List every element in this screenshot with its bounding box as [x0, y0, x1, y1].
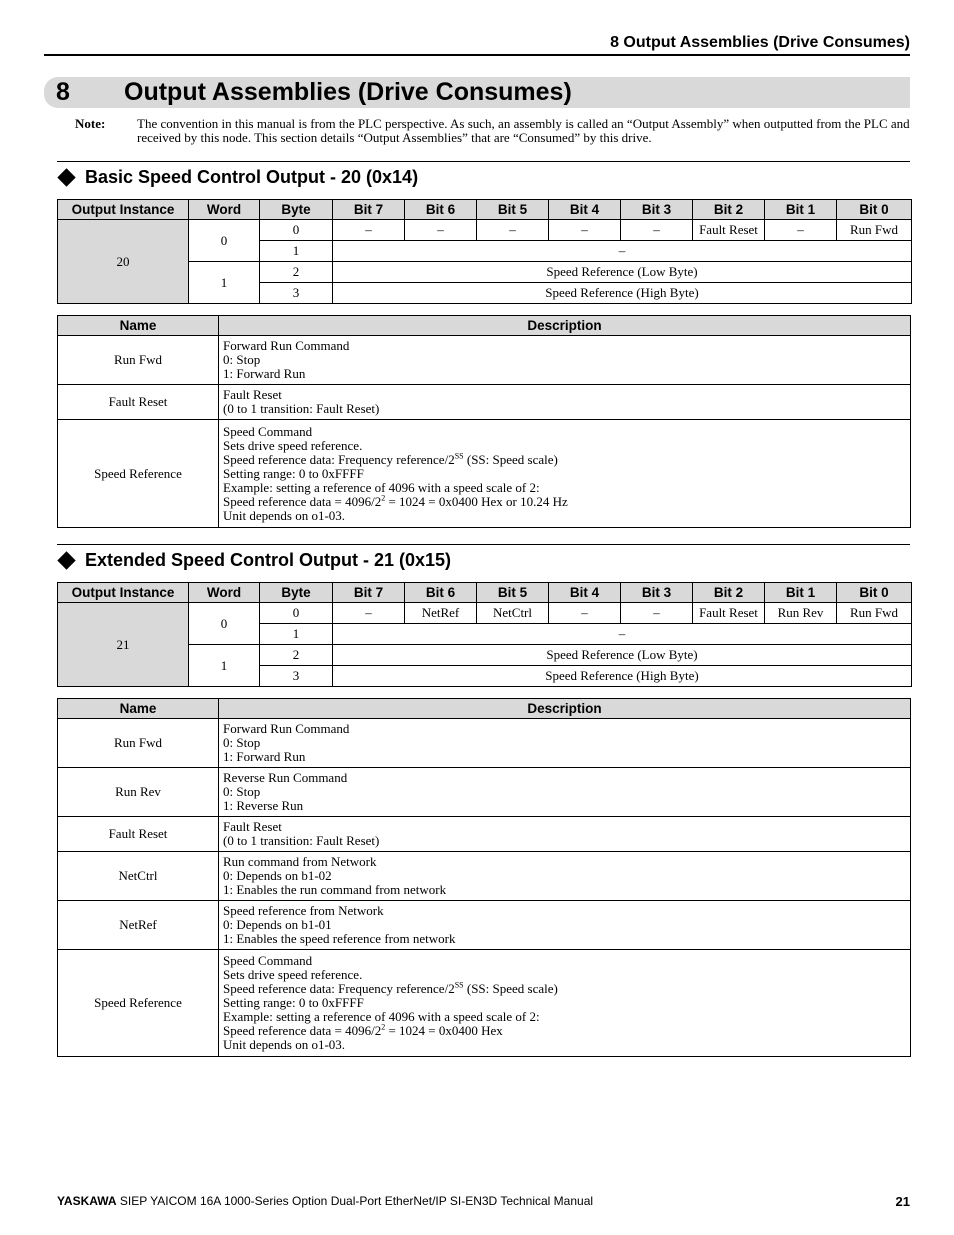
- byte-cell: 3: [260, 666, 333, 687]
- superscript: 2: [381, 493, 386, 503]
- header-cell: Byte: [260, 583, 333, 603]
- description-table-basic: [57, 315, 911, 528]
- bit-cell: –: [765, 220, 837, 241]
- description-line: Forward Run Command: [223, 721, 350, 736]
- description-line: Setting range: 0 to 0xFFFF: [223, 995, 364, 1010]
- bit-cell: –: [477, 220, 549, 241]
- header-cell: Bit 4: [549, 583, 621, 603]
- byte-cell: 1: [260, 241, 333, 262]
- table-row: [58, 950, 911, 1057]
- page-footer: [57, 1194, 910, 1208]
- header-cell: Bit 4: [549, 200, 621, 220]
- description-line: 0: Stop: [223, 784, 261, 799]
- description-line: Example: setting a reference of 4096 with a speed scale of 2:: [223, 479, 540, 495]
- description-line: 0: Depends on b1-01: [223, 917, 332, 932]
- bit-cell: –: [621, 220, 693, 241]
- header-cell: Output Instance: [58, 583, 189, 603]
- byte-cell: 2: [260, 262, 333, 283]
- section-rule: [57, 161, 910, 162]
- description-line: 0: Stop: [223, 735, 261, 750]
- word-cell: 1: [189, 645, 260, 687]
- description-cell: [219, 336, 911, 385]
- description-table-extended: [57, 698, 911, 1057]
- name-cell: Run Rev: [58, 768, 219, 817]
- chapter-title: Output Assemblies (Drive Consumes): [124, 78, 572, 106]
- name-cell: Run Fwd: [58, 336, 219, 385]
- header-cell: Description: [219, 316, 911, 336]
- description-line: (0 to 1 transition: Fault Reset): [223, 833, 380, 848]
- description-cell: [219, 901, 911, 950]
- bit-cell: Run Fwd: [837, 603, 912, 624]
- header-cell: Bit 3: [621, 583, 693, 603]
- description-line: Run command from Network: [223, 854, 377, 869]
- description-line: 1: Forward Run: [223, 749, 306, 764]
- byte-cell: 0: [260, 603, 333, 624]
- byte-value-cell: Speed Reference (High Byte): [333, 666, 912, 687]
- header-cell: Bit 0: [837, 200, 912, 220]
- instance-cell: 21: [58, 603, 189, 687]
- description-text: = 1024 = 0x0400 Hex or 10.24 Hz: [385, 493, 568, 509]
- header-cell: Bit 1: [765, 583, 837, 603]
- word-cell: 0: [189, 603, 260, 645]
- description-text: = 1024 = 0x0400 Hex: [385, 1023, 503, 1038]
- description-text: Speed reference data = 4096/2: [223, 1023, 382, 1038]
- diamond-bullet-icon: [57, 551, 75, 569]
- name-cell: NetRef: [58, 901, 219, 950]
- byte-value-cell: Speed Reference (Low Byte): [333, 262, 912, 283]
- header-cell: Bit 6: [405, 583, 477, 603]
- description-line: Reverse Run Command: [223, 770, 348, 785]
- description-cell: [219, 950, 911, 1057]
- byte-value-cell: –: [333, 241, 912, 262]
- description-line: Speed Command: [223, 953, 313, 968]
- table-row: [58, 220, 912, 241]
- description-line: Sets drive speed reference.: [223, 967, 363, 982]
- description-line: (0 to 1 transition: Fault Reset): [223, 401, 380, 416]
- bit-cell: Fault Reset: [693, 603, 765, 624]
- section-title-text: Basic Speed Control Output - 20 (0x14): [85, 167, 419, 187]
- section-title-extended: [57, 549, 451, 571]
- bit-cell: Run Fwd: [837, 220, 912, 241]
- bit-cell: –: [405, 220, 477, 241]
- header-cell: Bit 7: [333, 583, 405, 603]
- name-cell: Fault Reset: [58, 385, 219, 420]
- description-line: Sets drive speed reference.: [223, 437, 363, 453]
- note-text: The convention in this manual is from the PLC perspective. As such, an assembly is called an “Output Assembly” when outputted from the PLC and received by this node. This section details “Output Assemblies” that are “Consumed” by this drive.: [137, 116, 910, 145]
- bit-map-table-extended: [57, 582, 912, 687]
- bit-cell: –: [621, 603, 693, 624]
- description-line: 1: Reverse Run: [223, 798, 304, 813]
- header-cell: Bit 5: [477, 200, 549, 220]
- bit-cell: –: [333, 220, 405, 241]
- header-cell: Bit 1: [765, 200, 837, 220]
- bit-cell: –: [549, 603, 621, 624]
- bit-cell: NetRef: [405, 603, 477, 624]
- table-header-row: [58, 699, 911, 719]
- table-row: [58, 420, 911, 528]
- header-cell: Output Instance: [58, 200, 189, 220]
- header-rule: [44, 54, 910, 56]
- bit-cell: NetCtrl: [477, 603, 549, 624]
- table-header-row: [58, 583, 912, 603]
- description-line: 1: Enables the speed reference from network: [223, 931, 456, 946]
- description-line: [223, 1024, 906, 1038]
- note-label: Note:: [75, 116, 106, 131]
- name-cell: Speed Reference: [58, 950, 219, 1057]
- byte-cell: 2: [260, 645, 333, 666]
- bit-cell: –: [333, 603, 405, 624]
- description-line: [223, 453, 906, 467]
- description-line: Forward Run Command: [223, 338, 350, 353]
- description-line: Speed Command: [223, 423, 313, 439]
- description-text: (SS: Speed scale): [463, 981, 558, 996]
- table-header-row: [58, 200, 912, 220]
- header-cell: Name: [58, 699, 219, 719]
- header-cell: Word: [189, 583, 260, 603]
- diamond-bullet-icon: [57, 168, 75, 186]
- superscript: SS: [454, 980, 464, 990]
- description-line: [223, 982, 906, 996]
- description-line: Fault Reset: [223, 819, 282, 834]
- name-cell: Fault Reset: [58, 817, 219, 852]
- word-cell: 1: [189, 262, 260, 304]
- description-text: Speed reference data = 4096/2: [223, 493, 382, 509]
- description-cell: [219, 385, 911, 420]
- description-line: Fault Reset: [223, 387, 282, 402]
- description-text: (SS: Speed scale): [463, 451, 558, 467]
- description-line: 0: Stop: [223, 352, 261, 367]
- page-number: 21: [895, 1194, 910, 1209]
- table-row: [58, 336, 911, 385]
- description-line: Unit depends on o1-03.: [223, 1037, 346, 1052]
- description-cell: [219, 817, 911, 852]
- header-cell: Description: [219, 699, 911, 719]
- section-title-text: Extended Speed Control Output - 21 (0x15): [85, 550, 452, 570]
- description-line: Example: setting a reference of 4096 with a speed scale of 2:: [223, 1009, 540, 1024]
- table-header-row: [58, 316, 911, 336]
- table-row: [58, 852, 911, 901]
- header-cell: Bit 3: [621, 200, 693, 220]
- header-cell: Word: [189, 200, 260, 220]
- footer-brand: YASKAWA: [57, 1194, 117, 1208]
- description-line: Setting range: 0 to 0xFFFF: [223, 465, 364, 481]
- byte-value-cell: Speed Reference (Low Byte): [333, 645, 912, 666]
- chapter-heading-bar: [44, 77, 910, 108]
- header-cell: Bit 6: [405, 200, 477, 220]
- footer-text: SIEP YAICOM 16A 1000-Series Option Dual-Port EtherNet/IP SI-EN3D Technical Manual: [116, 1194, 594, 1208]
- description-line: [223, 495, 906, 509]
- header-cell: Bit 7: [333, 200, 405, 220]
- word-cell: 0: [189, 220, 260, 262]
- name-cell: Run Fwd: [58, 719, 219, 768]
- chapter-number: 8: [56, 78, 70, 106]
- section-title-basic: [57, 166, 418, 188]
- description-text: Speed reference data: Frequency reference/2: [223, 981, 455, 996]
- description-line: 1: Enables the run command from network: [223, 882, 447, 897]
- bit-cell: Fault Reset: [693, 220, 765, 241]
- header-cell: Bit 0: [837, 583, 912, 603]
- superscript: 2: [381, 1022, 386, 1032]
- table-row: [58, 385, 911, 420]
- table-row: [58, 817, 911, 852]
- header-cell: Byte: [260, 200, 333, 220]
- byte-value-cell: Speed Reference (High Byte): [333, 283, 912, 304]
- byte-cell: 1: [260, 624, 333, 645]
- table-row: [58, 603, 912, 624]
- description-cell: [219, 852, 911, 901]
- description-text: Speed reference data: Frequency reference/2: [223, 451, 455, 467]
- section-rule: [57, 544, 910, 545]
- description-cell: [219, 420, 911, 528]
- name-cell: Speed Reference: [58, 420, 219, 528]
- header-cell: Bit 2: [693, 583, 765, 603]
- table-row: [58, 719, 911, 768]
- bit-cell: Run Rev: [765, 603, 837, 624]
- byte-cell: 0: [260, 220, 333, 241]
- table-row: [58, 901, 911, 950]
- bit-map-table-basic: [57, 199, 912, 304]
- header-cell: Bit 2: [693, 200, 765, 220]
- byte-cell: 3: [260, 283, 333, 304]
- description-line: 1: Forward Run: [223, 366, 306, 381]
- superscript: SS: [454, 451, 464, 461]
- bit-cell: –: [549, 220, 621, 241]
- header-cell: Bit 5: [477, 583, 549, 603]
- description-cell: [219, 719, 911, 768]
- name-cell: NetCtrl: [58, 852, 219, 901]
- instance-cell: 20: [58, 220, 189, 304]
- description-line: Unit depends on o1-03.: [223, 507, 346, 523]
- table-row: [58, 768, 911, 817]
- header-cell: Name: [58, 316, 219, 336]
- running-head: 8 Output Assemblies (Drive Consumes): [610, 34, 910, 51]
- description-line: Speed reference from Network: [223, 903, 384, 918]
- description-line: 0: Depends on b1-02: [223, 868, 332, 883]
- byte-value-cell: –: [333, 624, 912, 645]
- description-cell: [219, 768, 911, 817]
